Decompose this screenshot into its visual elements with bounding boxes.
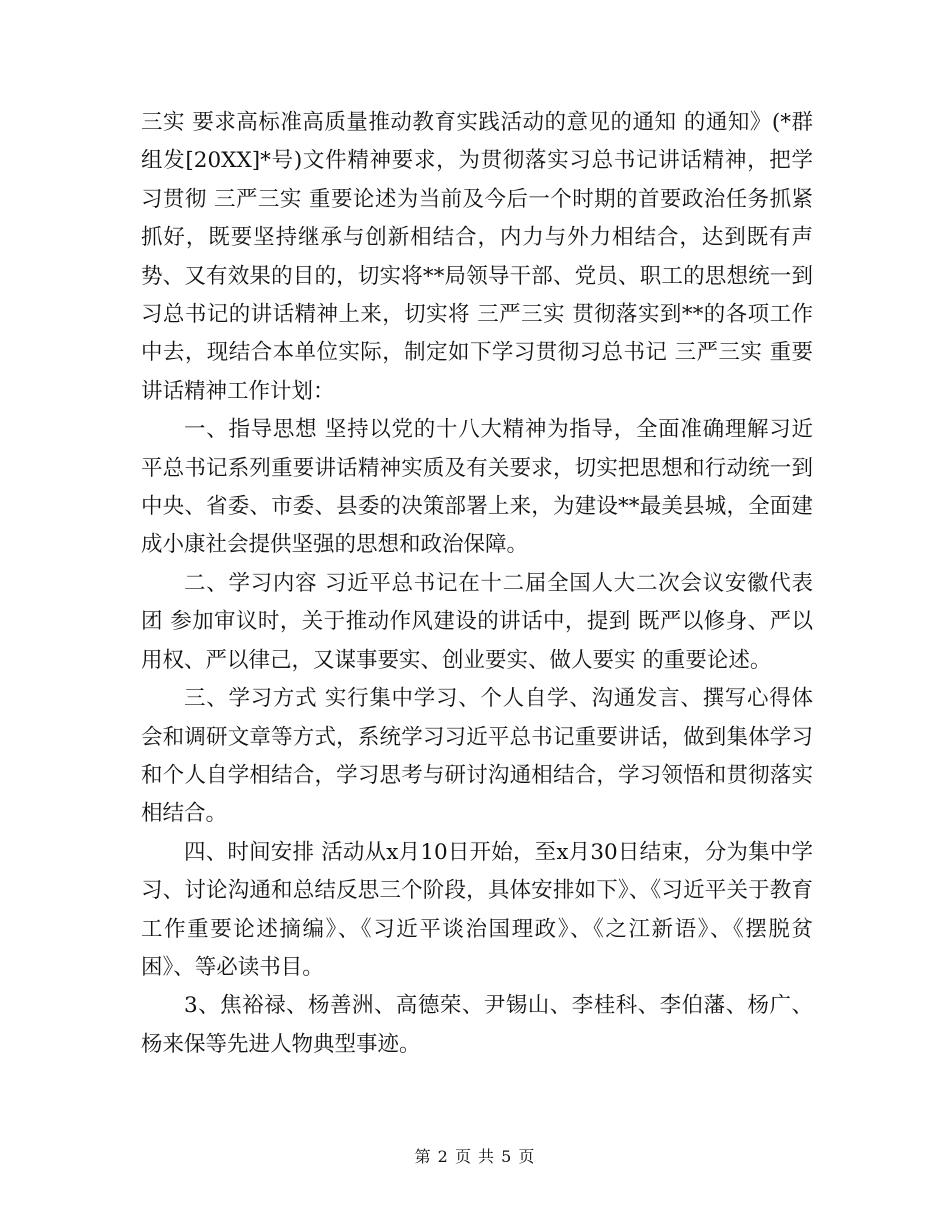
- document-body: [141, 104, 813, 1064]
- paragraph-intro: 三实 要求高标准高质量推动教育实践活动的意见的通知 的通知》(*群组发[20XX]*号)文件精神要求，为贯彻落实习总书记讲话精神，把学习贯彻 三严三实 重要论述为当前及今后一个时期的首要政治任务抓紧抓好，既要坚持继承与创新相结合，内力与外力相结合，达到既有声势、又有效果的目的，切实将**局领导干部、党员、职工的思想统一到习总书记的讲话精神上来，切实将 三严三实 贯彻落实到**的各项工作中去，现结合本单位实际，制定如下学习贯彻习总书记 三严三实 重要讲话精神工作计划：: [141, 110, 813, 404]
- paragraph-schedule: 四、时间安排 活动从x月10日开始，至x月30日结束，分为集中学习、讨论沟通和总结反思三个阶段，具体安排如下》、《习近平关于教育工作重要论述摘编》、《习近平谈治国理政》、《之江新语》、《摆脱贫困》、等必读书目。: [141, 839, 813, 980]
- paragraph-model-figures: 3、焦裕禄、杨善洲、高德荣、尹锡山、李桂科、李伯藩、杨广、杨来保等先进人物典型事迹。: [141, 993, 813, 1057]
- page-number-footer: 第 2 页 共 5 页: [414, 1147, 536, 1166]
- paragraph-study-content: 二、学习内容 习近平总书记在十二届全国人大二次会议安徽代表团 参加审议时，关于推动作风建设的讲话中，提到 既严以修身、严以用权、严以律己，又谋事要实、创业要实、做人要实 的重要论述。: [141, 570, 813, 673]
- paragraph-study-method: 三、学习方式 实行集中学习、个人自学、沟通发言、撰写心得体会和调研文章等方式，系统学习习近平总书记重要讲话，做到集体学习和个人自学相结合，学习思考与研讨沟通相结合，学习领悟和贯彻落实相结合。: [141, 686, 813, 827]
- paragraph-guiding-thought: 一、指导思想 坚持以党的十八大精神为指导，全面准确理解习近平总书记系列重要讲话精神实质及有关要求，切实把思想和行动统一到中央、省委、市委、县委的决策部署上来，为建设**最美县城，全面建成小康社会提供坚强的思想和政治保障。: [141, 417, 813, 558]
